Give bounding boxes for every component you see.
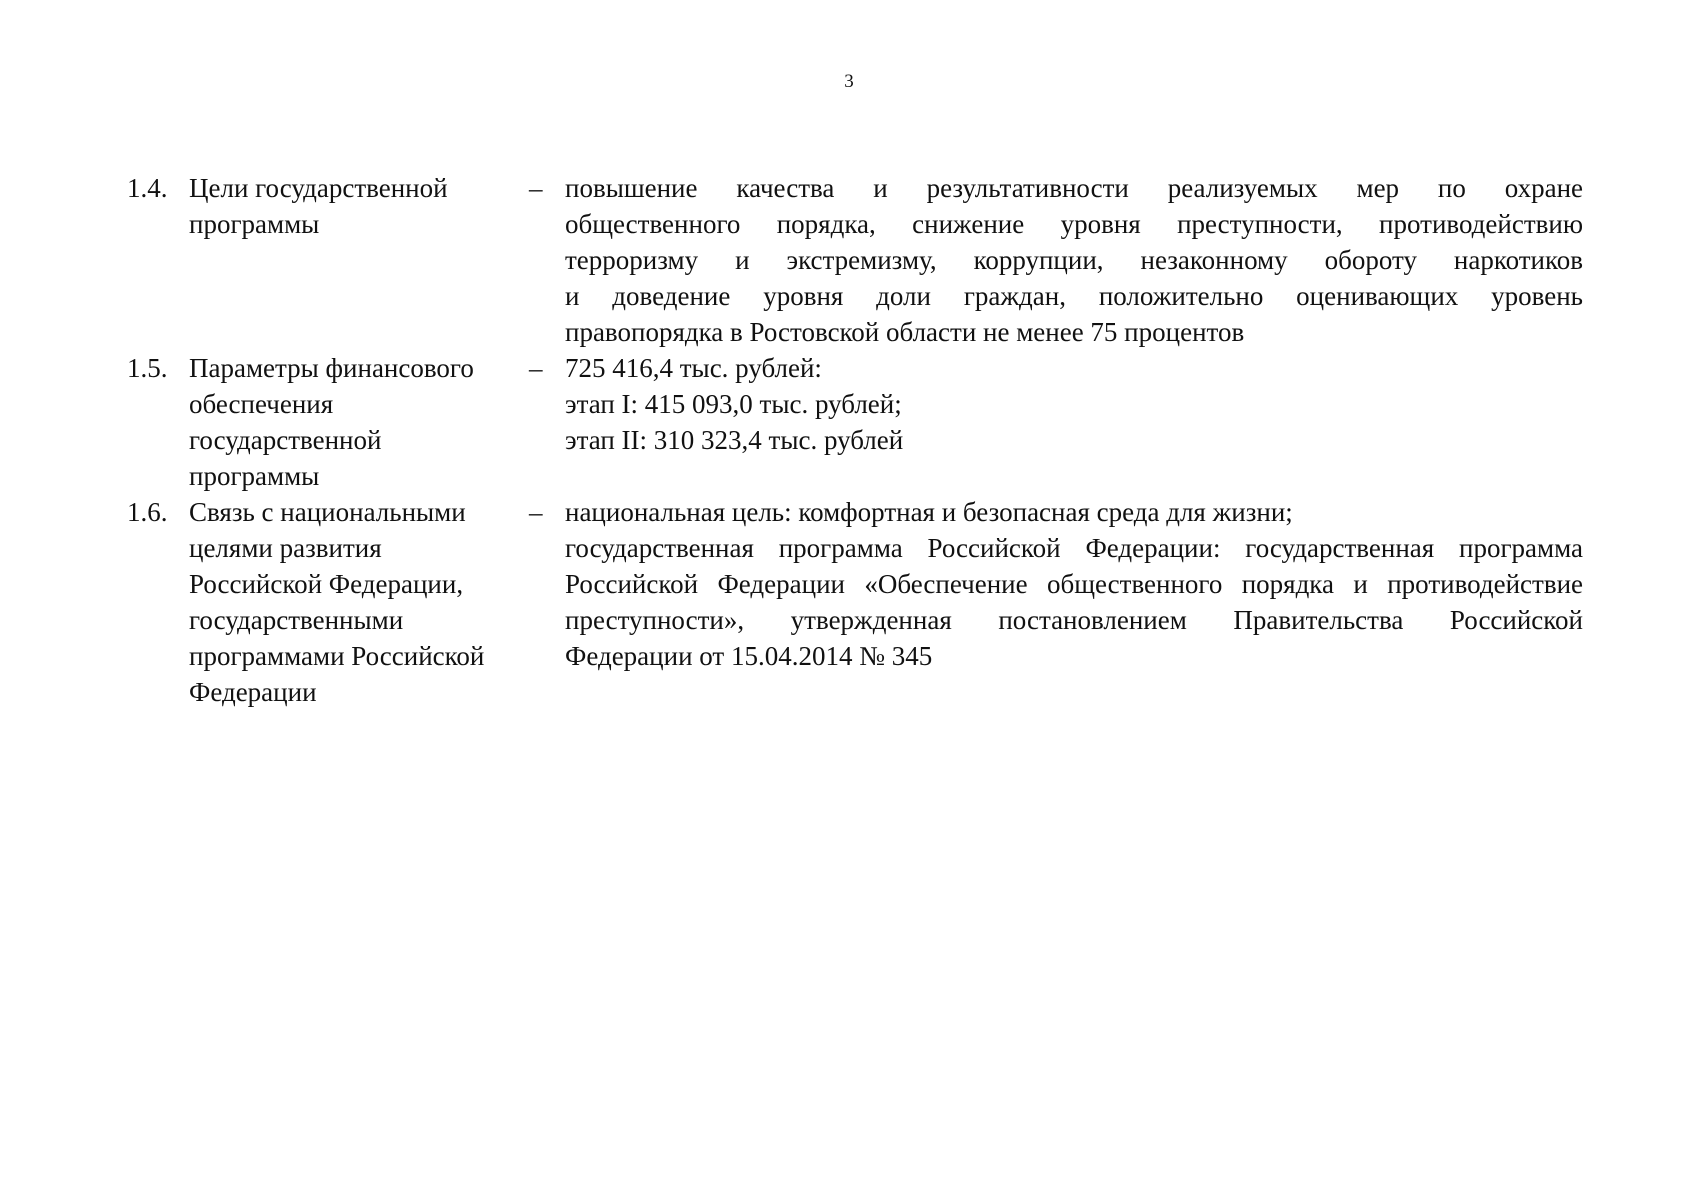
row-dash: – bbox=[529, 497, 543, 527]
row-number: 1.6. bbox=[127, 497, 168, 527]
value-line: и доведение уровня доли граждан, положительно оценивающих уровень bbox=[565, 281, 1583, 311]
row-number: 1.4. bbox=[127, 173, 168, 203]
label-line: Федерации bbox=[189, 677, 317, 707]
row-label bbox=[189, 350, 529, 494]
row-value bbox=[565, 350, 1583, 458]
row-value bbox=[565, 170, 1583, 350]
value-line: повышение качества и результативности реализуемых мер по охране bbox=[565, 173, 1583, 203]
row-dash: – bbox=[529, 353, 543, 383]
value-line: этап II: 310 323,4 тыс. рублей bbox=[565, 425, 904, 455]
value-line: общественного порядка, снижение уровня преступности, противодействию bbox=[565, 209, 1583, 239]
label-line: государственными bbox=[189, 605, 404, 635]
label-line: Российской Федерации, bbox=[189, 569, 464, 599]
value-line: преступности», утвержденная постановлением Правительства Российской bbox=[565, 605, 1583, 635]
value-line: национальная цель: комфортная и безопасная среда для жизни; bbox=[565, 497, 1293, 527]
label-line: программы bbox=[189, 209, 320, 239]
passport-row bbox=[127, 494, 1583, 710]
row-number: 1.5. bbox=[127, 353, 168, 383]
row-label bbox=[189, 170, 529, 242]
page-number: 3 bbox=[844, 71, 854, 92]
label-line: обеспечения bbox=[189, 389, 334, 419]
label-line: Параметры финансового bbox=[189, 353, 474, 383]
label-line: Связь с национальными bbox=[189, 497, 466, 527]
label-line: программы bbox=[189, 461, 320, 491]
value-line: терроризму и экстремизму, коррупции, незаконному обороту наркотиков bbox=[565, 245, 1583, 275]
label-line: государственной bbox=[189, 425, 382, 455]
value-line: Российской Федерации «Обеспечение общественного порядка и противодействие bbox=[565, 569, 1583, 599]
value-line: государственная программа Российской Федерации: государственная программа bbox=[565, 533, 1583, 563]
value-line: этап I: 415 093,0 тыс. рублей; bbox=[565, 389, 902, 419]
row-dash: – bbox=[529, 173, 543, 203]
passport-row bbox=[127, 170, 1583, 350]
passport-row bbox=[127, 350, 1583, 494]
row-label bbox=[189, 494, 529, 710]
program-passport-table bbox=[127, 170, 1583, 710]
label-line: целями развития bbox=[189, 533, 382, 563]
value-line: 725 416,4 тыс. рублей: bbox=[565, 353, 822, 383]
row-value bbox=[565, 494, 1583, 674]
value-line: правопорядка в Ростовской области не менее 75 процентов bbox=[565, 317, 1245, 347]
value-line: Федерации от 15.04.2014 № 345 bbox=[565, 641, 933, 671]
label-line: Цели государственной bbox=[189, 173, 448, 203]
label-line: программами Российской bbox=[189, 641, 485, 671]
